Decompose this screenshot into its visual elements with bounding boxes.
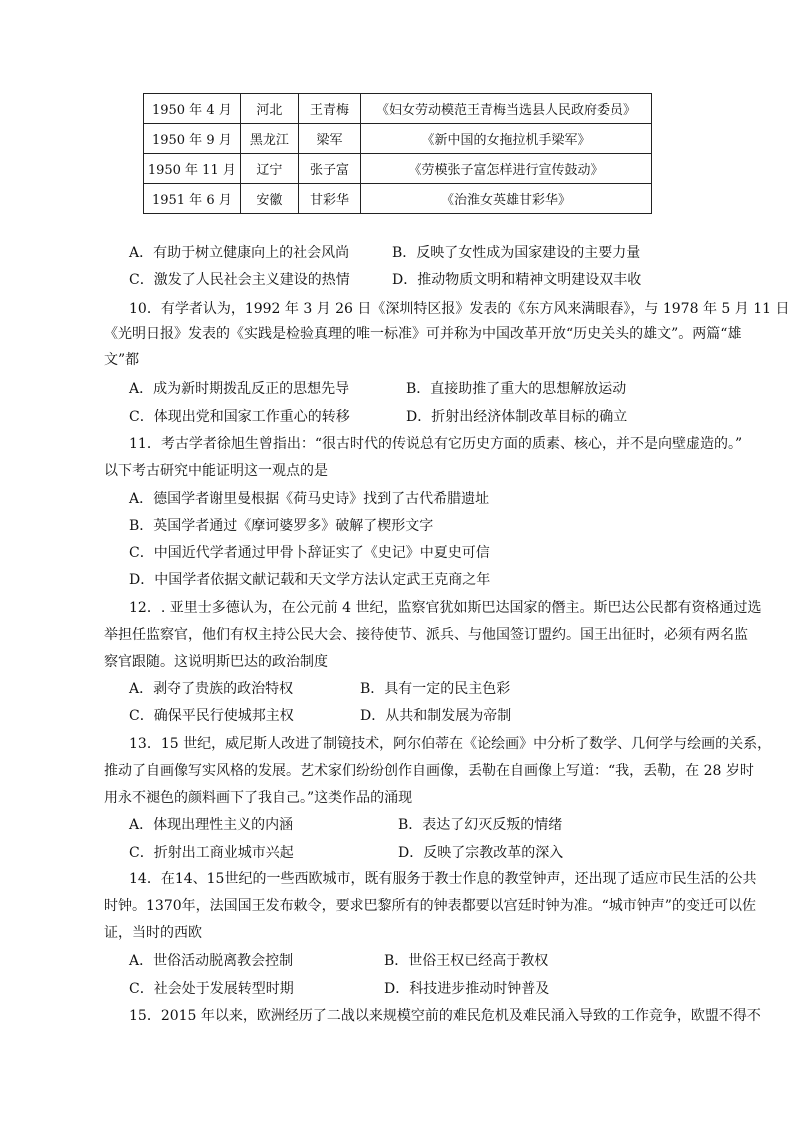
q11-stem-line1: 11．考古学者徐旭生曾指出：“很古时代的传说总有它历史方面的质素、核心，并不是向壁虚造的。” xyxy=(129,436,743,452)
q12-stem-line1: 12．. 亚里士多德认为，在公元前 4 世纪，监察官犹如斯巴达国家的僭主。斯巴达公民都有资格通过选 xyxy=(129,600,762,616)
q14-stem-line2: 时钟。1370年，法国国王发布敕令，要求巴黎所有的钟表都要以宫廷时钟为准。“城市钟声”的变迁可以佐 xyxy=(104,898,756,914)
date-cell: 1950 年 9 月 xyxy=(144,124,241,154)
q14-option-a: A．世俗活动脱离教会控制 xyxy=(129,953,294,969)
q13-option-b: B．表达了幻灭反叛的情绪 xyxy=(398,817,563,833)
date-cell: 1950 年 11 月 xyxy=(144,154,241,184)
title-cell: 《妇女劳动模范王青梅当选县人民政府委员》 xyxy=(361,94,652,124)
q9-option-b: B．反映了女性成为国家建设的主要力量 xyxy=(392,245,641,261)
q12-option-a: A．剥夺了贵族的政治特权 xyxy=(129,681,294,697)
q10-option-d: D．折射出经济体制改革目标的确立 xyxy=(406,409,628,425)
q12-option-b: B．具有一定的民主色彩 xyxy=(360,681,511,697)
q12-option-c: C．确保平民行使城邦主权 xyxy=(129,708,294,724)
q10-stem-line2: 《光明日报》发表的《实践是检验真理的唯一标准》可并称为中国改革开放“历史关头的雄文”。两篇“雄 xyxy=(104,326,742,342)
person-cell: 甘彩华 xyxy=(298,184,360,214)
province-cell: 辽宁 xyxy=(240,154,298,184)
q14-stem-line1: 14．在14、15世纪的一些西欧城市，既有服务于教士作息的教堂钟声，还出现了适应市民生活的公共 xyxy=(129,871,757,887)
table-row xyxy=(144,124,652,154)
person-cell: 梁军 xyxy=(298,124,360,154)
q13-stem-line3: 用永不褪色的颜料画下了我自己。”这类作品的涌现 xyxy=(104,790,413,806)
q9-option-a: A．有助于树立健康向上的社会风尚 xyxy=(129,245,350,261)
title-cell: 《治淮女英雄甘彩华》 xyxy=(361,184,652,214)
q13-option-a: A．体现出理性主义的内涵 xyxy=(129,817,294,833)
person-cell: 王青梅 xyxy=(298,94,360,124)
q12-stem-line3: 察官跟随。这说明斯巴达的政治制度 xyxy=(104,654,328,670)
q13-stem-line1: 13．15 世纪，威尼斯人改进了制镜技术，阿尔伯蒂在《论绘画》中分析了数学、几何学与绘画的关系， xyxy=(129,736,772,752)
table-row xyxy=(144,154,652,184)
q13-option-c: C．折射出工商业城市兴起 xyxy=(129,845,294,861)
q10-option-a: A．成为新时期拨乱反正的思想先导 xyxy=(129,381,350,397)
title-cell: 《新中国的女拖拉机手梁军》 xyxy=(361,124,652,154)
q14-stem-line3: 证，当时的西欧 xyxy=(104,925,202,941)
province-cell: 安徽 xyxy=(240,184,298,214)
q13-stem-line2: 推动了自画像写实风格的发展。艺术家们纷纷创作自画像，丢勒在自画像上写道：“我，丢勒，在 28 岁时 xyxy=(104,763,754,779)
q10-stem-line1: 10．有学者认为，1992 年 3 月 26 日《深圳特区报》发表的《东方风来满眼春》，与 1978 年 5 月 11 日 xyxy=(129,301,790,317)
q9-option-c: C．激发了人民社会主义建设的热情 xyxy=(129,272,350,288)
q13-option-d: D．反映了宗教改革的深入 xyxy=(398,845,564,861)
q10-option-b: B．直接助推了重大的思想解放运动 xyxy=(406,381,627,397)
date-cell: 1950 年 4 月 xyxy=(144,94,241,124)
title-cell: 《劳模张子富怎样进行宣传鼓动》 xyxy=(361,154,652,184)
data-table xyxy=(143,93,652,214)
table-row xyxy=(144,184,652,214)
q11-option-c: C．中国近代学者通过甲骨卜辞证实了《史记》中夏史可信 xyxy=(129,545,490,561)
q10-stem-line3: 文”都 xyxy=(104,352,140,368)
person-cell: 张子富 xyxy=(298,154,360,184)
table-row xyxy=(144,94,652,124)
q11-option-b: B．英国学者通过《摩诃婆罗多》破解了楔形文字 xyxy=(129,518,434,534)
q10-option-c: C．体现出党和国家工作重心的转移 xyxy=(129,409,350,425)
q9-option-d: D．推动物质文明和精神文明建设双丰收 xyxy=(392,272,642,288)
q14-option-c: C．社会处于发展转型时期 xyxy=(129,981,294,997)
q11-option-a: A．德国学者谢里曼根据《荷马史诗》找到了古代希腊遗址 xyxy=(129,491,490,507)
q14-option-d: D．科技进步推动时钟普及 xyxy=(384,981,550,997)
date-cell: 1951 年 6 月 xyxy=(144,184,241,214)
province-cell: 河北 xyxy=(240,94,298,124)
q12-option-d: D．从共和制发展为帝制 xyxy=(360,708,512,724)
q11-stem-line2: 以下考古研究中能证明这一观点的是 xyxy=(104,463,328,479)
q11-option-d: D．中国学者依据文献记载和天文学方法认定武王克商之年 xyxy=(129,572,491,588)
q12-stem-line2: 举担任监察官，他们有权主持公民大会、接待使节、派兵、与他国签订盟约。国王出征时，必须有两名监 xyxy=(104,627,748,643)
province-cell: 黑龙江 xyxy=(240,124,298,154)
q14-option-b: B．世俗王权已经高于教权 xyxy=(384,953,549,969)
q15-stem-line1: 15．2015 年以来，欧洲经历了二战以来规模空前的难民危机及难民涌入导致的工作竞争，欧盟不得不 xyxy=(129,1008,761,1024)
